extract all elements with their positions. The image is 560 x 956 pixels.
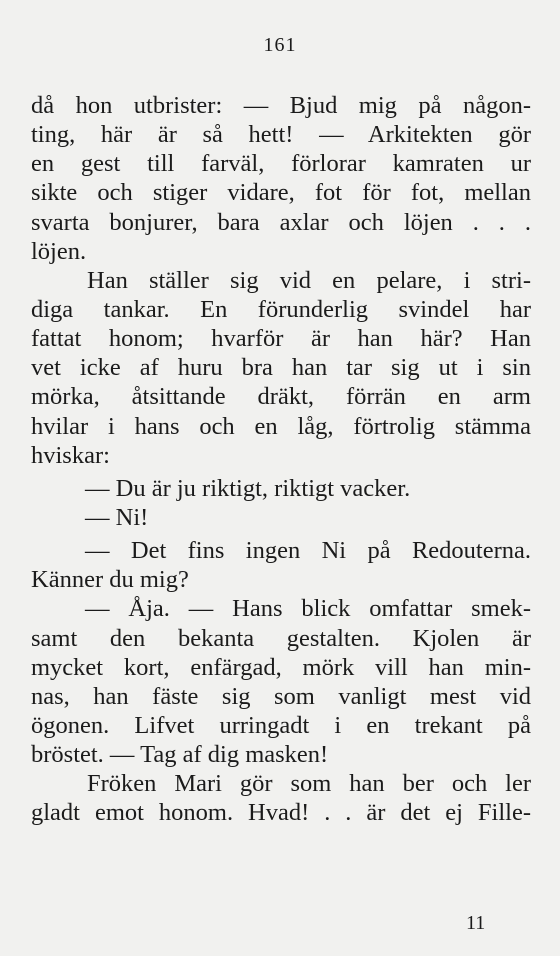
- text-line: Känner du mig?: [31, 566, 189, 594]
- text-line: då hon utbrister: — Bjud mig på någon-: [31, 92, 531, 119]
- text-line: sikte och stiger vidare, fot för fot, mellan: [31, 179, 531, 207]
- page-number: 161: [263, 34, 297, 56]
- text-line: Fröken Mari gör som han ber och ler: [87, 770, 531, 798]
- text-line: fattat honom; hvarför är han här? Han: [31, 325, 531, 353]
- signature-mark: 11: [466, 912, 486, 934]
- text-line: samt den bekanta gestalten. Kjolen är: [31, 624, 531, 652]
- text-line: en gest till farväl, förlorar kamraten ur: [31, 150, 531, 178]
- text-line: bröstet. — Tag af dig masken!: [31, 741, 329, 769]
- dialogue-line: — Åja. — Hans blick omfattar smek-: [85, 595, 531, 623]
- text-line: svarta bonjurer, bara axlar och löjen . . .: [31, 208, 531, 236]
- text-line: diga tankar. En förunderlig svindel har: [31, 295, 531, 323]
- text-line: nas, han fäste sig som vanligt mest vid: [31, 682, 531, 710]
- text-line: mycket kort, enfärgad, mörk vill han min-: [31, 653, 531, 681]
- text-line: hviskar:: [31, 441, 110, 469]
- text-line: mörka, åtsittande dräkt, förrän en arm: [31, 383, 531, 411]
- dialogue-line: — Ni!: [85, 503, 149, 531]
- dialogue-line: — Det fins ingen Ni på Redouterna.: [85, 537, 531, 565]
- dialogue-line: — Du är ju riktigt, riktigt vacker.: [85, 474, 411, 502]
- text-line: hvilar i hans och en låg, förtrolig stämma: [31, 412, 531, 440]
- text-line: ting, här är så hett! — Arkitekten gör: [31, 121, 531, 149]
- text-line: vet icke af huru bra han tar sig ut i sin: [31, 354, 531, 382]
- text-line: gladt emot honom. Hvad! . . är det ej Fille-: [31, 799, 531, 827]
- text-line: Han ställer sig vid en pelare, i stri-: [87, 266, 531, 294]
- text-line: ögonen. Lifvet urringadt i en trekant på: [31, 711, 531, 739]
- text-line: löjen.: [31, 237, 87, 265]
- body-text: [31, 91, 531, 828]
